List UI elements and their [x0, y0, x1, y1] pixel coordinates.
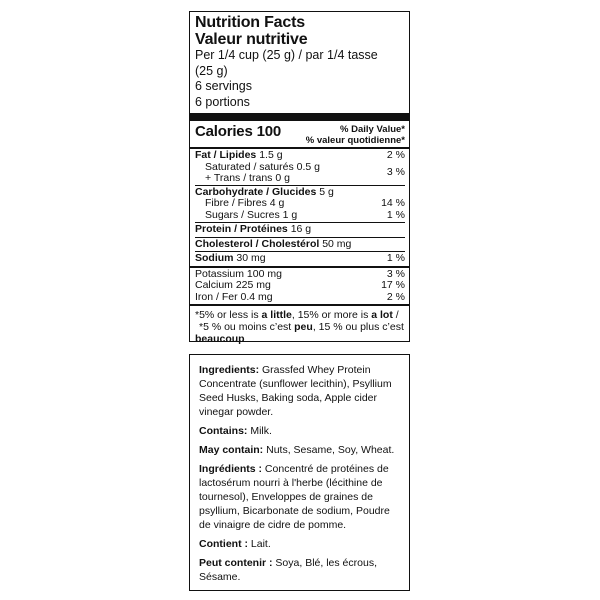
ingredients-en: Ingredients: Grassfed Whey Protein Concentrate (sunflower lecithin), Psyllium Seed Husks, Baking soda, Apple cider vinegar powder.	[199, 364, 392, 418]
calories-label: Calories	[195, 123, 253, 140]
calcium-row: Calcium 225 mg 17 %	[195, 279, 405, 291]
may-contain-en: May contain: Nuts, Sesame, Soy, Wheat.	[199, 444, 395, 456]
cholesterol-row: Cholesterol / Cholestérol 50 mg	[195, 237, 352, 250]
sat-trans-row: Saturated / saturés 0.5 g + Trans / trans 0 g 3 %	[205, 160, 405, 184]
servings-fr: 6 portions	[195, 94, 250, 109]
protein-row: Protein / Protéines 16 g	[195, 223, 312, 235]
title-fr: Valeur nutritive	[195, 31, 308, 48]
potassium-row: Potassium 100 mg 3 %	[195, 267, 405, 280]
sodium-row: Sodium 30 mg 1 %	[195, 252, 405, 264]
calories-row	[195, 123, 405, 146]
may-contain-fr: Peut contenir : Soya, Blé, les écrous, Sésame.	[199, 557, 377, 583]
fibre-row: Fibre / Fibres 4 g 14 %	[205, 197, 405, 209]
fat-group	[195, 149, 405, 185]
ingredients-fr: Ingrédients : Concentré de protéines de lactosérum nourri à l'herbe (lécithine de tournesol), Enveloppes de graines de psyllium, Bicarbonate de sodium, Poudre de vinaigre de cidre de pomme.	[199, 463, 390, 531]
contains-fr: Contient : Lait.	[199, 538, 271, 550]
calories-value: 100	[256, 123, 282, 140]
ingredients-panel	[189, 354, 410, 591]
daily-value-header: % Daily Value* % valeur quotidienne*	[305, 124, 405, 146]
carb-group	[195, 186, 405, 223]
contains-en: Contains: Milk.	[199, 425, 272, 437]
fat-row: Fat / Lipides 1.5 g 2 %	[195, 149, 405, 161]
nutrition-facts-table	[189, 11, 410, 345]
carb-row: Carbohydrate / Glucides 5 g	[195, 185, 334, 198]
sugars-row: Sugars / Sucres 1 g 1 %	[205, 208, 405, 221]
thick-divider	[190, 113, 409, 121]
iron-row: Iron / Fer 0.4 mg 2 %	[195, 290, 405, 303]
footnote: *5% or less is a little, 15% or more is a lot / *5 % ou moins c’est peu, 15 % ou plus c’est beaucoup	[195, 309, 404, 345]
minerals-group	[195, 268, 405, 305]
serving-size: Per 1/4 cup (25 g) / par 1/4 tasse (25 g) 6 servings 6 portions	[195, 48, 405, 110]
servings-en: 6 servings	[195, 79, 252, 93]
title-en: Nutrition Facts	[195, 14, 305, 31]
